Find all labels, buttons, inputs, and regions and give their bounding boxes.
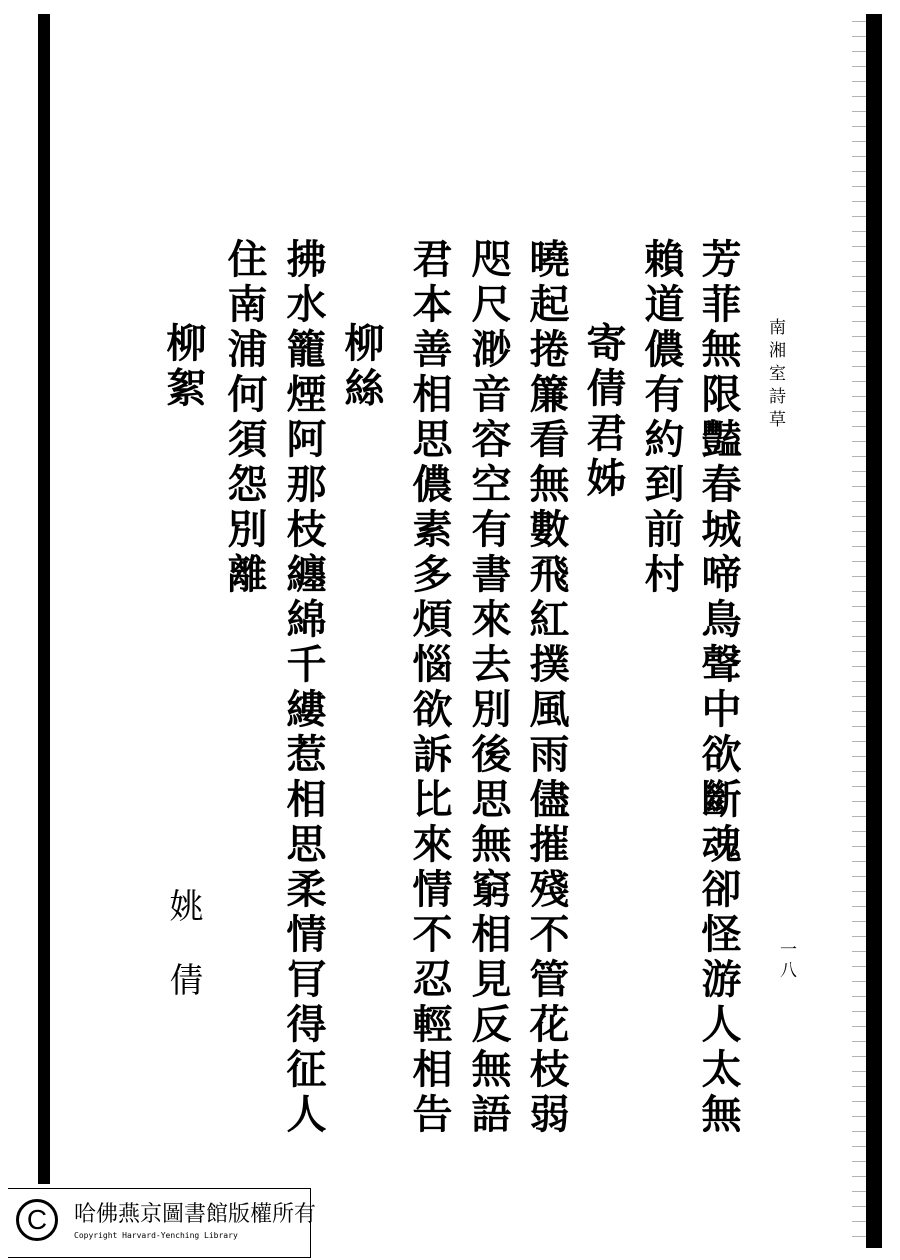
author-name: 姚倩 (163, 888, 203, 1036)
copyright-chinese: 哈佛燕京圖書館版權所有 (74, 1202, 317, 1227)
poem-title-liu-xu: 柳絮 (160, 322, 207, 412)
binding-edge-right (866, 14, 882, 1248)
text-column-6: 君本善相思儂素多煩惱欲訴比來情不忍輕相告 (406, 238, 453, 1138)
text-column-1: 芳菲無限豔春城啼鳥聲中欲斷魂卻怪游人太無 (695, 238, 742, 1138)
page-edge-texture (852, 14, 866, 1248)
poem-title-liu-si: 柳絲 (338, 322, 385, 412)
running-title: 南湘室詩草 (765, 318, 785, 433)
text-column-2: 賴道儂有約到前村 (638, 238, 685, 598)
text-column-8: 拂水籠煙阿那枝纏綿千縷惹相思柔情肎得征人 (280, 238, 327, 1138)
copyright-stamp (8, 1188, 317, 1258)
copyright-english: Copyright Harvard-Yenching Library (74, 1231, 238, 1240)
copyright-icon: C (16, 1199, 58, 1241)
text-column-9: 住南浦何須怨別離 (221, 238, 268, 598)
text-column-4: 曉起捲簾看無數飛紅撲風雨儘摧殘不管花枝弱 (523, 238, 570, 1138)
text-column-5: 咫尺渺音容空有書來去別後思無窮相見反無語 (465, 238, 512, 1138)
binding-edge-left (38, 14, 50, 1184)
page-number: 一八 (776, 940, 796, 982)
poem-title-ji-qian: 寄倩君姊 (580, 322, 627, 502)
